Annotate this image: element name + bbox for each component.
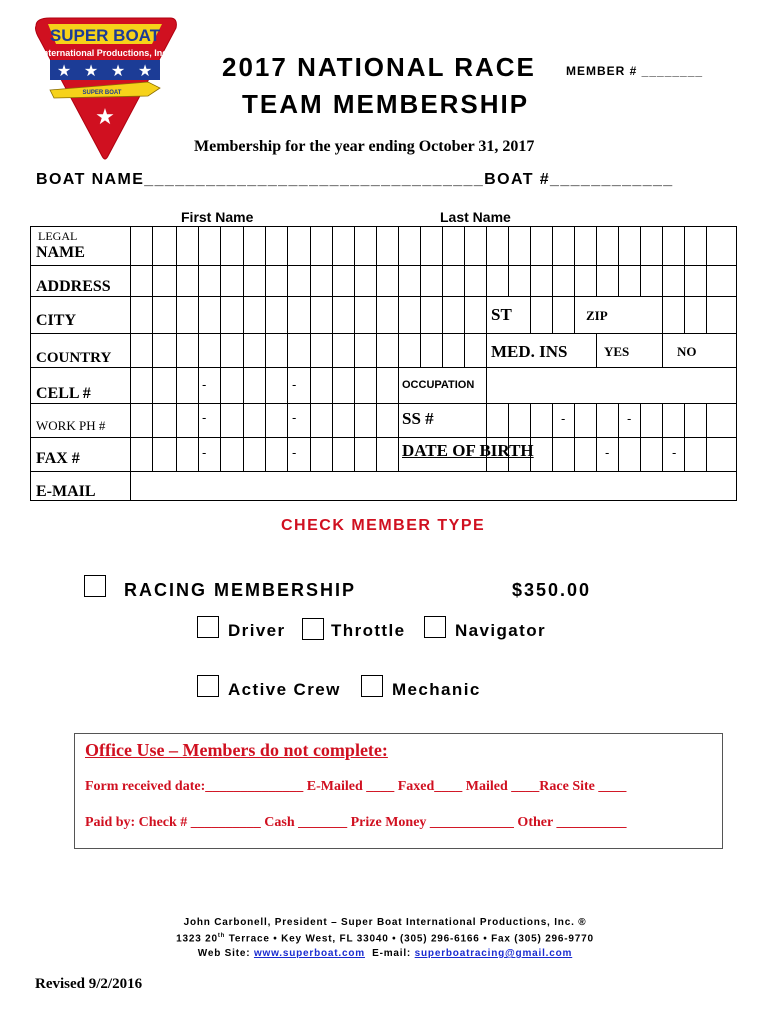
footer-address-b: Terrace • Key West, FL 33040 • (305) 296-6166 • Fax (305) 296-9770 bbox=[225, 933, 594, 945]
med-ins-no[interactable]: NO bbox=[677, 344, 697, 359]
svg-text:★: ★ bbox=[95, 104, 115, 129]
navigator-label: Navigator bbox=[455, 621, 547, 640]
driver-checkbox[interactable] bbox=[197, 616, 219, 638]
page-title-line1: 2017 NATIONAL RACE bbox=[222, 52, 536, 82]
page-title-line2: TEAM MEMBERSHIP bbox=[242, 89, 530, 119]
office-use-heading: Office Use – Members do not complete: bbox=[85, 740, 388, 760]
footer-web-line bbox=[0, 948, 770, 959]
fax-dash-1: - bbox=[202, 445, 207, 460]
email-label: E-MAIL bbox=[36, 483, 96, 500]
zip-label: ZIP bbox=[586, 308, 608, 323]
office-use-received-line: Form received date:______________ E-Mailed ____ Faxed____ Mailed ____Race Site ____ bbox=[85, 779, 627, 794]
driver-label: Driver bbox=[228, 621, 286, 640]
member-number-field[interactable]: MEMBER # ________ bbox=[566, 64, 704, 78]
cell-label: CELL # bbox=[36, 385, 91, 402]
city-label: CITY bbox=[36, 312, 77, 329]
footer-address-a: 1323 20 bbox=[176, 933, 218, 945]
work-dash-1: - bbox=[202, 410, 207, 425]
active-crew-checkbox[interactable] bbox=[197, 675, 219, 697]
footer-president-line: John Carbonell, President – Super Boat International Productions, Inc. ® bbox=[183, 917, 587, 928]
cell-dash-2: - bbox=[292, 377, 297, 392]
logo-name: SUPER BOAT bbox=[49, 26, 161, 45]
med-ins-label: MED. INS bbox=[491, 342, 568, 361]
office-use-paid-line: Paid by: Check # __________ Cash _______ Prize Money ____________ Other __________ bbox=[85, 815, 627, 830]
revised-date: Revised 9/2/2016 bbox=[35, 976, 143, 992]
super-boat-logo bbox=[30, 14, 180, 164]
email-label-footer: E-mail: bbox=[364, 948, 415, 959]
dob-dash-2: - bbox=[672, 445, 677, 460]
country-label: COUNTRY bbox=[36, 350, 112, 366]
svg-text:★: ★ bbox=[83, 63, 99, 80]
logo-boat-text: SUPER BOAT bbox=[82, 90, 122, 96]
logo-sub: International Productions, Inc. bbox=[40, 48, 170, 58]
med-ins-yes[interactable]: YES bbox=[604, 344, 630, 359]
st-label: ST bbox=[491, 305, 512, 324]
throttle-label: Throttle bbox=[331, 621, 406, 640]
ss-label: SS # bbox=[402, 409, 434, 428]
navigator-checkbox[interactable] bbox=[424, 616, 446, 638]
boat-name-line[interactable]: BOAT NAME_________________________________BOAT #____________ bbox=[36, 171, 674, 188]
membership-year-subtitle: Membership for the year ending October 31, 2017 bbox=[194, 138, 535, 155]
web-site-link[interactable]: www.superboat.com bbox=[253, 948, 365, 959]
email-link[interactable]: superboatracing@gmail.com bbox=[414, 948, 573, 959]
dob-label: DATE OF BIRTH bbox=[402, 441, 534, 460]
work-phone-label: WORK PH # bbox=[36, 418, 106, 433]
cell-dash-1: - bbox=[202, 377, 207, 392]
mechanic-checkbox[interactable] bbox=[361, 675, 383, 697]
name-label: NAME bbox=[36, 244, 85, 261]
mechanic-label: Mechanic bbox=[392, 680, 481, 699]
footer-address-line bbox=[0, 933, 770, 944]
first-name-header: First Name bbox=[181, 209, 254, 225]
racing-membership-label: RACING MEMBERSHIP bbox=[124, 580, 357, 600]
footer-address-sup: th bbox=[217, 933, 226, 939]
racing-membership-price: $350.00 bbox=[512, 580, 592, 600]
fax-dash-2: - bbox=[292, 445, 297, 460]
check-member-type-heading: CHECK MEMBER TYPE bbox=[281, 517, 486, 534]
occupation-label: OCCUPATION bbox=[402, 379, 475, 391]
work-dash-2: - bbox=[292, 410, 297, 425]
ss-dash-1: - bbox=[561, 411, 566, 426]
svg-text:★: ★ bbox=[110, 63, 126, 80]
ss-dash-2: - bbox=[627, 411, 632, 426]
throttle-checkbox[interactable] bbox=[302, 618, 324, 640]
last-name-header: Last Name bbox=[440, 209, 511, 225]
racing-membership-checkbox[interactable] bbox=[84, 575, 106, 597]
svg-text:★: ★ bbox=[56, 63, 72, 80]
svg-text:★: ★ bbox=[137, 63, 153, 80]
web-site-label: Web Site: bbox=[197, 948, 254, 959]
legal-label: LEGAL bbox=[38, 229, 78, 243]
dob-dash-1: - bbox=[605, 445, 610, 460]
member-info-grid bbox=[30, 226, 737, 501]
address-label: ADDRESS bbox=[36, 278, 111, 295]
office-use-box bbox=[74, 733, 723, 849]
fax-label: FAX # bbox=[36, 450, 80, 467]
active-crew-label: Active Crew bbox=[228, 680, 341, 699]
